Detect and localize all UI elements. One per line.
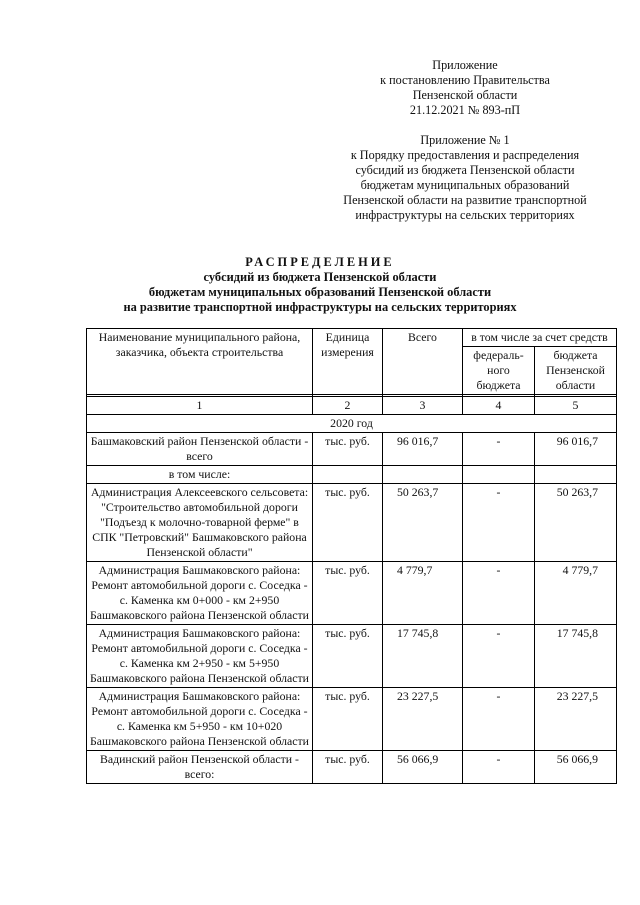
table-row <box>87 484 617 562</box>
row-regional: 96 016,7 <box>535 433 617 466</box>
row-federal <box>463 466 535 484</box>
document-title <box>0 255 640 315</box>
title-line: на развитие транспортной инфраструктуры на сельских территориях <box>123 300 517 314</box>
row-regional: 50 263,7 <box>535 484 617 562</box>
row-federal: - <box>463 688 535 751</box>
table-row <box>87 562 617 625</box>
row-unit: тыс. руб. <box>313 625 383 688</box>
annex-line: субсидий из бюджета Пензенской области <box>355 163 575 177</box>
column-number: 4 <box>463 397 535 415</box>
table-row <box>87 751 617 784</box>
header-regional: бюджета Пензенской области <box>535 347 617 395</box>
row-name: в том числе: <box>87 466 313 484</box>
column-number: 5 <box>535 397 617 415</box>
appendix-date: 21.12.2021 № 893-пП <box>409 103 521 117</box>
row-name: Администрация Башмаковского района: Ремонт автомобильной дороги с. Соседка - с. Каменка км 5+950 - км 10+020 Башмаковского района Пензенской области <box>87 688 313 751</box>
column-number: 2 <box>313 397 383 415</box>
annex-line: к Порядку предоставления и распределения <box>350 148 580 162</box>
appendix-block <box>330 58 600 223</box>
row-regional: 4 779,7 <box>535 562 617 625</box>
annex-line: Пензенской области на развитие транспортной <box>343 193 587 207</box>
title-line: субсидий из бюджета Пензенской области <box>203 270 437 284</box>
row-total: 4 779,7 <box>383 562 463 625</box>
row-total: 56 066,9 <box>383 751 463 784</box>
row-federal: - <box>463 484 535 562</box>
row-unit: тыс. руб. <box>313 688 383 751</box>
header-federal: федераль-ного бюджета <box>463 347 535 395</box>
header-name: Наименование муниципального района, заказчика, объекта строительства <box>87 329 313 395</box>
table-row <box>87 433 617 466</box>
row-regional: 23 227,5 <box>535 688 617 751</box>
annex-line: бюджетам муниципальных образований <box>360 178 570 192</box>
row-regional <box>535 466 617 484</box>
table-row <box>87 625 617 688</box>
column-number: 1 <box>87 397 313 415</box>
row-unit: тыс. руб. <box>313 484 383 562</box>
table-row <box>87 688 617 751</box>
row-name: Башмаковский район Пензенской области - всего <box>87 433 313 466</box>
row-unit: тыс. руб. <box>313 562 383 625</box>
row-total: 17 745,8 <box>383 625 463 688</box>
row-federal: - <box>463 562 535 625</box>
appendix-line: к постановлению Правительства <box>380 73 550 87</box>
table-row <box>87 466 617 484</box>
header-unit: Единица измерения <box>313 329 383 395</box>
year-row: 2020 год <box>87 415 617 433</box>
row-total: 23 227,5 <box>383 688 463 751</box>
row-regional: 56 066,9 <box>535 751 617 784</box>
distribution-table <box>86 328 617 784</box>
column-number: 3 <box>383 397 463 415</box>
row-total: 96 016,7 <box>383 433 463 466</box>
row-name: Администрация Башмаковского района: Ремонт автомобильной дороги с. Соседка - с. Каменка км 0+000 - км 2+950 Башмаковского района Пензенской области <box>87 562 313 625</box>
title-line: бюджетам муниципальных образований Пензенской области <box>148 285 492 299</box>
title-heading: РАСПРЕДЕЛЕНИЕ <box>245 255 395 269</box>
header-total: Всего <box>383 329 463 395</box>
header-including: в том числе за счет средств <box>463 329 617 347</box>
row-name: Администрация Алексеевского сельсовета: "Строительство автомобильной дороги "Подъезд к молочно-товарной ферме" в СПК "Петровский" Башмаковского района Пензенской области" <box>87 484 313 562</box>
row-unit: тыс. руб. <box>313 433 383 466</box>
annex-line: инфраструктуры на сельских территориях <box>355 208 575 222</box>
row-total: 50 263,7 <box>383 484 463 562</box>
column-number-row <box>87 397 617 415</box>
row-federal: - <box>463 625 535 688</box>
annex-line: Приложение № 1 <box>420 133 510 147</box>
row-regional: 17 745,8 <box>535 625 617 688</box>
row-total <box>383 466 463 484</box>
row-name: Администрация Башмаковского района: Ремонт автомобильной дороги с. Соседка - с. Каменка км 2+950 - км 5+950 Башмаковского района Пензенской области <box>87 625 313 688</box>
appendix-line: Приложение <box>432 58 498 72</box>
row-unit <box>313 466 383 484</box>
row-federal: - <box>463 433 535 466</box>
row-unit: тыс. руб. <box>313 751 383 784</box>
row-name: Вадинский район Пензенской области - всего: <box>87 751 313 784</box>
row-federal: - <box>463 751 535 784</box>
appendix-line: Пензенской области <box>412 88 518 102</box>
